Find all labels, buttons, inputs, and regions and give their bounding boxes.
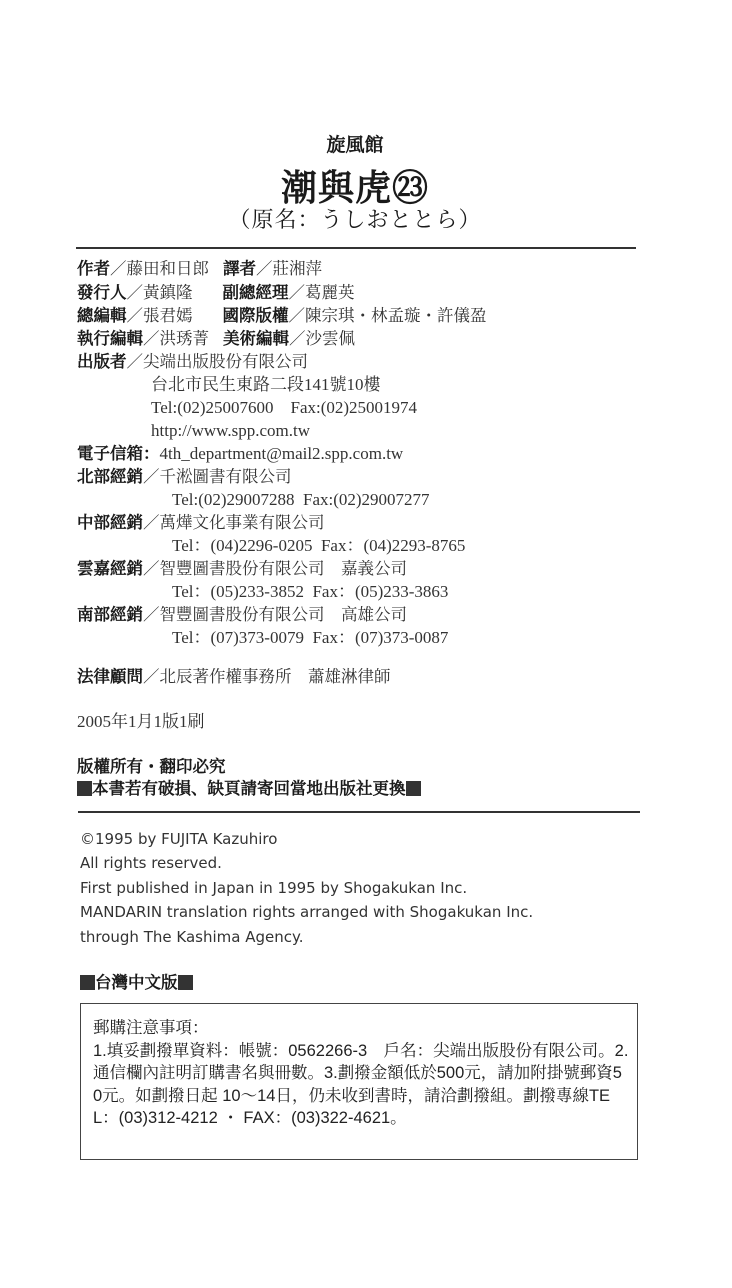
middle-divider (78, 811, 640, 813)
mail-order-heading: 郵購注意事項： (93, 1019, 209, 1037)
distributor-name: 智豐圖書股份有限公司 高雄公司 (159, 605, 407, 624)
credit-value: 張君嫣 (143, 306, 193, 325)
imprint-name: 旋風館 (326, 134, 384, 156)
credit-label: 譯者 (223, 259, 256, 278)
credit-value: 葛麗英 (305, 283, 355, 302)
separator: ／ (143, 559, 160, 578)
distributor-contact: Tel：(07)373-0079 Fax：(07)373-0087 (172, 628, 449, 647)
credit-value: 莊湘萍 (272, 259, 322, 278)
publisher-label: 出版者 (77, 352, 127, 371)
separator: ／ (289, 329, 306, 348)
distributor-contact: Tel：(04)2296-0205 Fax：(04)2293-8765 (172, 536, 466, 555)
original-title: （原名：うしおととら） (228, 208, 482, 233)
credit-label: 作者 (77, 259, 110, 278)
edition-label (80, 972, 193, 994)
black-square-icon (178, 975, 193, 990)
rights-notice: 版權所有・翻印必究 (77, 757, 226, 776)
credit-row (77, 328, 355, 350)
credit-label: 執行編輯 (77, 329, 143, 348)
credit-label: 總編輯 (77, 306, 127, 325)
separator: ／ (143, 329, 160, 348)
distributor-row (77, 604, 407, 626)
credit-value: 沙雲佩 (305, 329, 355, 348)
legal-label: 法律顧問 (77, 667, 143, 686)
separator: ／ (126, 283, 143, 302)
distributor-row (77, 558, 407, 580)
email-row (77, 443, 403, 465)
distributor-label: 雲嘉經銷 (77, 559, 143, 578)
rights-reserved: All rights reserved. (80, 854, 222, 872)
credit-row (77, 282, 355, 304)
legal-value: 北辰著作權事務所 蕭雄淋律師 (159, 667, 391, 686)
mail-order-body: 1.填妥劃撥單資料：帳號：0562266-3 戶名：尖端出版股份有限公司。2.通信欄內註明訂購書名與冊數。3.劃撥金額低於500元，請加附掛號郵資50元。如劃撥日起 10～14日，仍未收到書時，請洽劃撥組。劃撥專線TEL：(03)312-4212 ・ FAX：(03)322-4621。 (93, 1041, 629, 1127)
damage-notice-text: 本書若有破損、缺頁請寄回當地出版社更換 (92, 779, 406, 798)
separator: ： (143, 444, 160, 463)
damage-notice (77, 778, 421, 800)
distributor-label: 中部經銷 (77, 513, 143, 532)
separator: ／ (288, 283, 305, 302)
edition-label-text: 台灣中文版 (95, 973, 178, 992)
distributor-label: 南部經銷 (77, 605, 143, 624)
publisher-website[interactable]: http://www.spp.com.tw (151, 421, 310, 440)
credit-value: 藤田和日郎 (126, 259, 209, 278)
separator: ／ (288, 306, 305, 325)
agency-line: through The Kashima Agency. (80, 928, 304, 946)
separator: ／ (143, 605, 160, 624)
credit-value: 陳宗琪・林孟璇・許儀盈 (305, 306, 487, 325)
distributor-contact: Tel:(02)29007288 Fax:(02)29007277 (172, 490, 430, 509)
separator: ／ (126, 352, 143, 371)
top-divider (76, 247, 636, 249)
distributor-label: 北部經銷 (77, 467, 143, 486)
credit-label: 美術編輯 (223, 329, 289, 348)
credit-row (77, 305, 487, 327)
book-title: 潮與虎㉓ (280, 168, 429, 209)
credit-label: 國際版權 (222, 306, 289, 325)
separator: ／ (110, 259, 127, 278)
black-square-icon (77, 781, 92, 796)
credit-row (77, 258, 322, 280)
separator: ／ (256, 259, 273, 278)
separator: ／ (143, 667, 160, 686)
email-value[interactable]: 4th_department@mail2.spp.com.tw (159, 444, 404, 463)
distributor-name: 千淞圖書有限公司 (159, 467, 292, 486)
email-label: 電子信箱 (77, 444, 143, 463)
copyright-line: ©1995 by FUJITA Kazuhiro (80, 830, 278, 848)
credit-label: 發行人 (77, 283, 127, 302)
distributor-row (77, 466, 292, 488)
separator: ／ (143, 467, 160, 486)
legal-row (77, 666, 391, 688)
credit-value: 黃鎮隆 (143, 283, 193, 302)
black-square-icon (80, 975, 95, 990)
distributor-row (77, 512, 325, 534)
credit-value: 洪琇菁 (159, 329, 209, 348)
distributor-name: 智豐圖書股份有限公司 嘉義公司 (159, 559, 407, 578)
credit-label: 副總經理 (222, 283, 289, 302)
publisher-name: 尖端出版股份有限公司 (143, 352, 308, 371)
translation-rights: MANDARIN translation rights arranged with Shogakukan Inc. (80, 903, 534, 921)
black-square-icon (406, 781, 421, 796)
first-published: First published in Japan in 1995 by Shogakukan Inc. (80, 879, 468, 897)
mail-order-notice-box (80, 1003, 638, 1160)
publisher-row (77, 351, 308, 373)
publisher-phone: Tel:(02)25007600 Fax:(02)25001974 (151, 398, 418, 417)
edition-date: 2005年1月1版1刷 (77, 712, 205, 731)
distributor-name: 萬燁文化事業有限公司 (159, 513, 325, 532)
separator: ／ (126, 306, 143, 325)
distributor-contact: Tel：(05)233-3852 Fax：(05)233-3863 (172, 582, 449, 601)
publisher-address: 台北市民生東路二段141號10樓 (151, 375, 381, 394)
separator: ／ (143, 513, 160, 532)
